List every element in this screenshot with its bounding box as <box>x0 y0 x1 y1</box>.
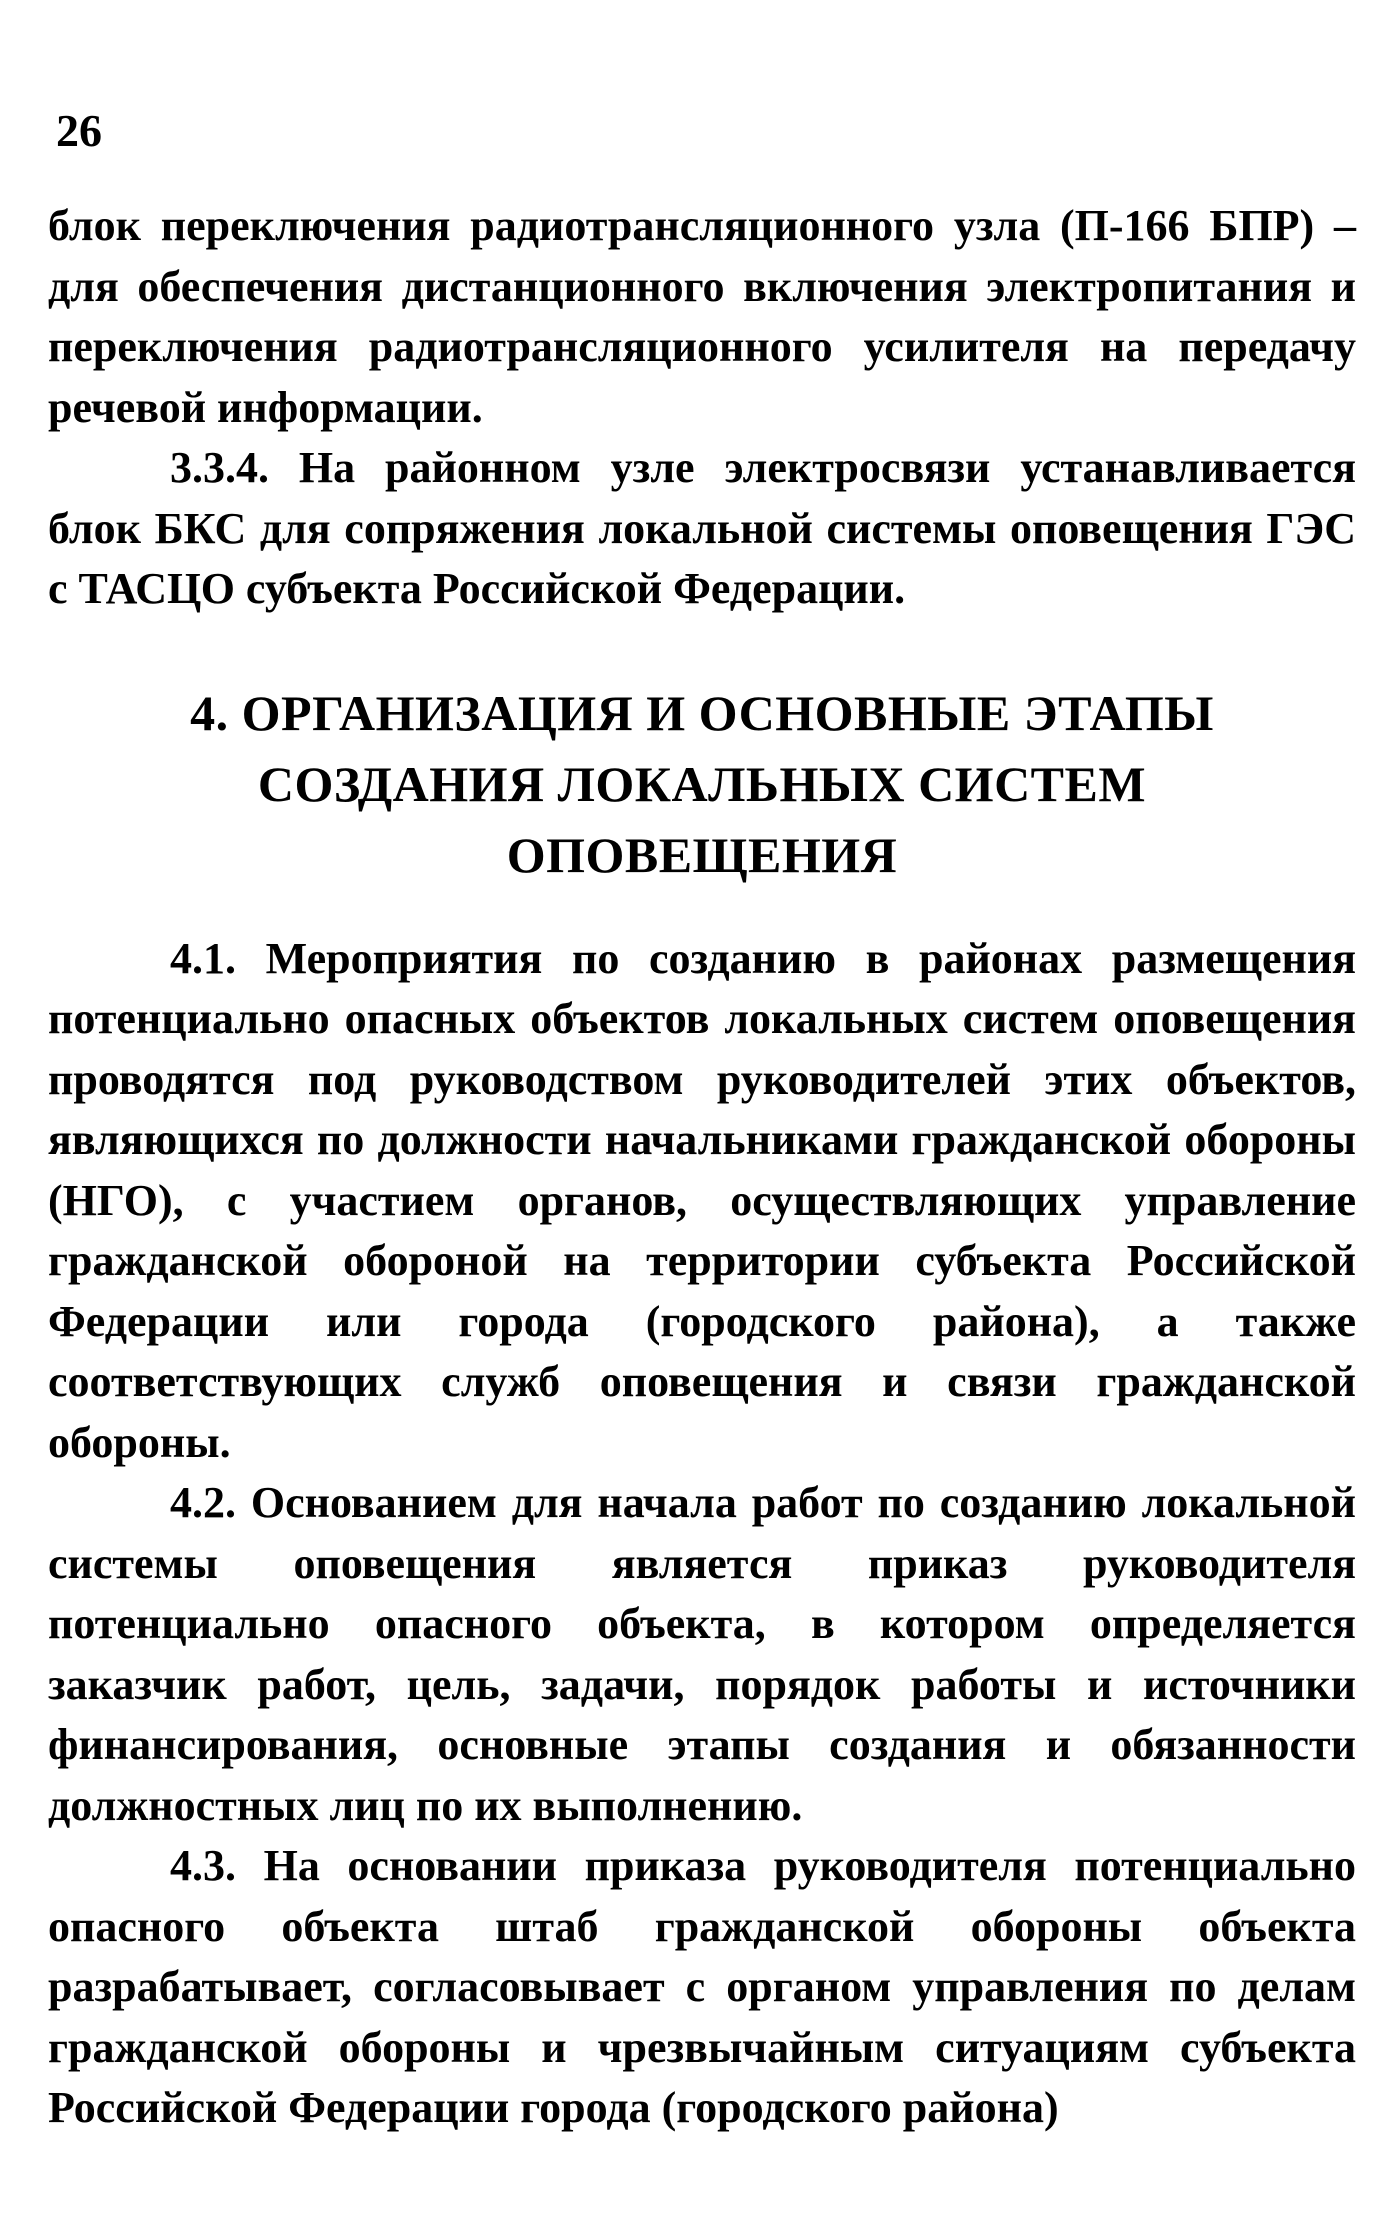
section-heading-line-2: СОЗДАНИЯ ЛОКАЛЬНЫХ СИСТЕМ <box>257 755 1147 812</box>
paragraph-3-3-4: 3.3.4. На районном узле электросвязи устанавливается блок БКС для сопряжения локальной системы оповещения ГЭС с ТАСЦО субъекта Российской Федерации. <box>48 443 1356 613</box>
paragraph-bpr-unit: блок переключения радиотрансляционного узла (П-166 БПР) – для обеспечения дистанционного включения электропитания и переключения радиотрансляционного усилителя на передачу речевой информации. <box>48 201 1356 432</box>
paragraph-4-1: 4.1. Мероприятия по созданию в районах размещения потенциально опасных объектов локальных систем оповещения проводятся под руководством руководителей этих объектов, являющихся по должности начальниками гражданской обороны (НГО), с участием органов, осуществляющих управление гражданской обороной на территории субъекта Российской Федерации или города (городского района), а также соответствующих служб оповещения и связи гражданской обороны. <box>48 933 1356 1467</box>
paragraph-4-3: 4.3. На основании приказа руководителя потенциально опасного объекта штаб гражданской обороны объекта разрабатывает, согласовывает с органом управления по делам гражданской обороны и чрезвычайным ситуациям субъекта Российской Федерации города (городского района) <box>48 1841 1356 2132</box>
paragraph-4-2: 4.2. Основанием для начала работ по созданию локальной системы оповещения является приказ руководителя потенциально опасного объекта, в котором определяется заказчик работ, цель, задачи, порядок работы и источники финансирования, основные этапы создания и обязанности должностных лиц по их выполнению. <box>48 1478 1356 1830</box>
section-heading <box>48 678 1356 891</box>
page-content <box>48 196 1356 2139</box>
section-heading-line-1: 4. ОРГАНИЗАЦИЯ И ОСНОВНЫЕ ЭТАПЫ <box>190 684 1214 741</box>
page-number: 26 <box>56 105 102 156</box>
section-heading-line-3: ОПОВЕЩЕНИЯ <box>506 826 898 883</box>
